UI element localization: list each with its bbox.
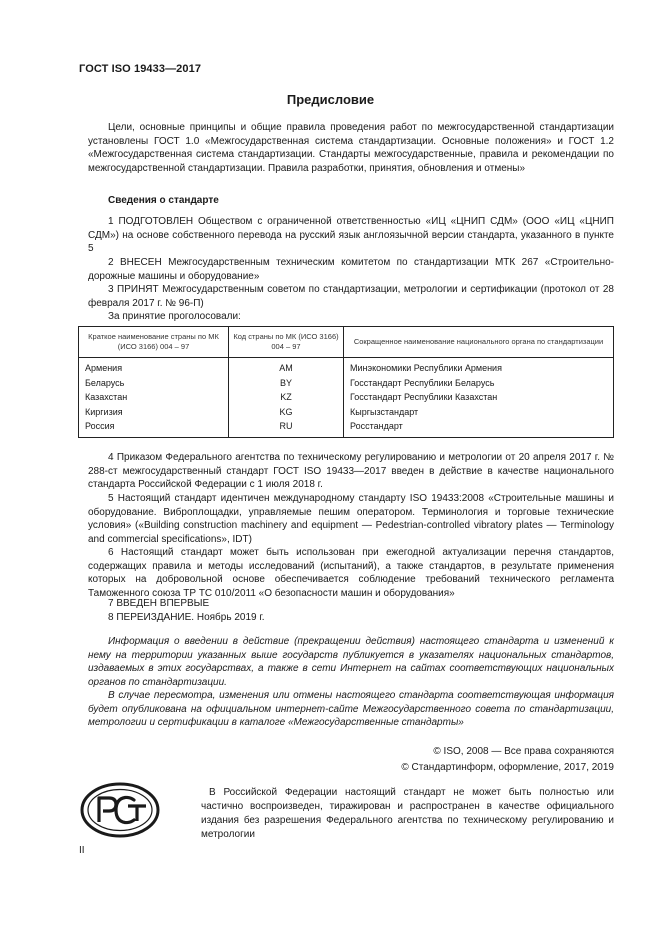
section-title: Сведения о стандарте [108,195,219,206]
item-6-paragraph: 6 Настоящий стандарт может быть использован при ежегодной актуализации перечня стандартов, содержащих правила и методы исследований (испытаний), а также стандартов, в результате применения которых на добровольной основе обеспечивается соблюдение требований технического регламента Таможенного союза ТР ТС 010/2011 «О безопасности машин и оборудования» [88,547,614,599]
country-cell: Беларусь [79,376,229,391]
reproduction-notice: В Российской Федерации настоящий стандарт не может быть полностью или частично воспроизведен, тиражирован и распространен в качестве официального издания без разрешения Федерального агентства по техническому регулированию и метрологии [201,787,614,840]
code-cell: KG [229,405,344,420]
country-cell: Россия [79,419,229,437]
item-1-paragraph: 1 ПОДГОТОВЛЕН Обществом с ограниченной ответственностью «ИЦ «ЦНИП СДМ» (ООО «ИЦ «ЦНИП СДМ») на основе собственного перевода на русский язык англоязычной версии стандарта, указанного в пункте 5 [88,216,614,255]
table-row [79,405,614,420]
info-paragraph-revision: В случае пересмотра, изменения или отмены настоящего стандарта соответствующая информация будет опубликована на официальном интернет-сайте Межгосударственного совета по стандартизации, метрологии и сертификации в каталоге «Межгосударственные стандарты» [88,690,614,729]
country-cell: Киргизия [79,405,229,420]
country-cell: Казахстан [79,390,229,405]
copyright-iso: © ISO, 2008 — Все права сохраняются [433,746,614,757]
code-cell: RU [229,419,344,437]
table-header-code: Код страны по МК (ИСО 3166) 004 – 97 [229,327,344,358]
item-7-paragraph: 7 ВВЕДЕН ВПЕРВЫЕ [108,598,210,609]
code-cell: KZ [229,390,344,405]
vote-label: За принятие проголосовали: [108,311,241,322]
authority-cell: Госстандарт Республики Казахстан [344,390,614,405]
table-row [79,390,614,405]
authority-cell: Минэкономики Республики Армения [344,358,614,376]
page-number: II [79,845,85,856]
countries-table [78,326,614,438]
rst-certification-mark-icon [78,781,162,839]
table-header-authority: Сокращенное наименование национального органа по стандартизации [344,327,614,358]
table-row [79,419,614,437]
table-row [79,358,614,376]
authority-cell: Росстандарт [344,419,614,437]
copyright-standartinform: © Стандартинформ, оформление, 2017, 2019 [401,762,614,773]
code-cell: AM [229,358,344,376]
table-header-row [79,327,614,358]
country-cell: Армения [79,358,229,376]
authority-cell: Кыргызстандарт [344,405,614,420]
page-title: Предисловие [286,92,375,107]
table-header-country: Краткое наименование страны по МК (ИСО 3166) 004 – 97 [79,327,229,358]
item-3-paragraph: 3 ПРИНЯТ Межгосударственным советом по стандартизации, метрологии и сертификации (протокол от 28 февраля 2017 г. № 96-П) [88,284,614,309]
intro-paragraph: Цели, основные принципы и общие правила проведения работ по межгосударственной стандартизации установлены ГОСТ 1.0 «Межгосударственная система стандартизации. Основные положения» и ГОСТ 1.2 «Межгосударственная система стандартизации. Стандарты межгосударственные, правила и рекомендации по межгосударственной стандартизации. Правила разработки, принятия, обновления и отмены» [88,122,614,174]
item-8-paragraph: 8 ПЕРЕИЗДАНИЕ. Ноябрь 2019 г. [108,612,265,623]
item-4-paragraph: 4 Приказом Федерального агентства по техническому регулированию и метрологии от 20 апреля 2017 г. № 288-ст межгосударственный стандарт ГОСТ ISO 19433—2017 введен в действие в качестве национального стандарта Российской Федерации с 1 июля 2018 г. [88,452,614,491]
item-2-paragraph: 2 ВНЕСЕН Межгосударственным техническим комитетом по стандартизации МТК 267 «Строительно-дорожные машины и оборудование» [88,257,614,282]
authority-cell: Госстандарт Республики Беларусь [344,376,614,391]
table-row [79,376,614,391]
standard-code-header: ГОСТ ISO 19433—2017 [79,63,202,75]
item-5-paragraph: 5 Настоящий стандарт идентичен международному стандарту ISO 19433:2008 «Строительные машины и оборудование. Виброплощадки, управляемые пешим оператором. Терминология и торговые технические условия» («Building construction machinery and equipment — Pedestrian-controlled vibratory plates — Terminology and commercial specifications», IDT) [88,493,614,545]
info-paragraph-introduction: Информация о введении в действие (прекращении действия) настоящего стандарта и изменений к нему на территории указанных выше государств публикуется в указателях национальных стандартов, издаваемых в этих государствах, а также в сети Интернет на сайтах соответствующих национальных органов по стандартизации. [88,636,614,688]
code-cell: BY [229,376,344,391]
